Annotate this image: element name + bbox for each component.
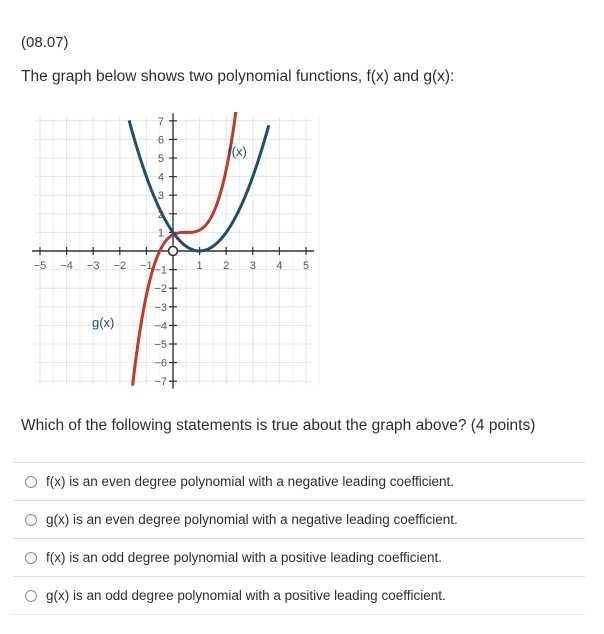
option-3[interactable] — [13, 538, 585, 576]
y-tick-label: 2 — [157, 208, 164, 221]
y-tick-label: 5 — [157, 153, 164, 165]
x-tick-label: −1 — [140, 260, 153, 272]
option-2[interactable] — [13, 500, 585, 538]
question-text: Which of the following statements is true about the graph above? (4 points) — [21, 417, 536, 434]
x-tick-labels — [34, 260, 309, 272]
radio-button[interactable] — [25, 590, 37, 602]
x-tick-label: 5 — [302, 260, 310, 272]
option-1[interactable] — [13, 462, 585, 500]
answer-options — [13, 462, 585, 615]
x-tick-label: −4 — [60, 260, 73, 272]
y-tick-label: 3 — [157, 190, 164, 203]
option-4[interactable] — [13, 576, 585, 615]
y-tick-label: −3 — [154, 301, 167, 314]
x-tick-label: −3 — [86, 260, 100, 272]
g-curve — [133, 112, 237, 389]
polynomial-graph — [30, 112, 320, 392]
radio-button[interactable] — [25, 514, 37, 526]
radio-button[interactable] — [25, 552, 37, 564]
f-label: f(x) — [228, 144, 247, 159]
origin-marker — [169, 247, 178, 256]
x-tick-label: 3 — [249, 260, 256, 272]
x-tick-label: 4 — [276, 260, 283, 272]
radio-button[interactable] — [25, 476, 37, 488]
option-label: f(x) is an odd degree polynomial with a positive leading coefficient. — [46, 550, 442, 565]
x-tick-label: 1 — [196, 260, 203, 272]
option-label: g(x) is an even degree polynomial with a negative leading coefficient. — [46, 512, 458, 527]
y-tick-label: 6 — [157, 134, 164, 147]
x-tick-label: −2 — [113, 260, 127, 272]
question-id: (08.07) — [21, 34, 69, 51]
y-tick-label: 1 — [157, 227, 164, 240]
y-tick-label: −6 — [154, 357, 167, 370]
y-tick-label: −2 — [154, 283, 167, 296]
option-label: g(x) is an odd degree polynomial with a positive leading coefficient. — [46, 588, 446, 603]
y-tick-label: 7 — [157, 115, 164, 128]
x-tick-label: −5 — [33, 260, 47, 272]
y-tick-label: −5 — [154, 339, 167, 351]
y-tick-label: −7 — [154, 376, 167, 389]
y-tick-label: −1 — [154, 264, 167, 277]
option-label: f(x) is an even degree polynomial with a negative leading coefficient. — [46, 474, 454, 489]
y-tick-label: −4 — [154, 320, 167, 333]
y-tick-label: 4 — [157, 171, 164, 184]
x-tick-label: 2 — [223, 260, 230, 272]
question-prompt: The graph below shows two polynomial functions, f(x) and g(x): — [21, 68, 455, 85]
g-label: g(x) — [92, 315, 115, 330]
